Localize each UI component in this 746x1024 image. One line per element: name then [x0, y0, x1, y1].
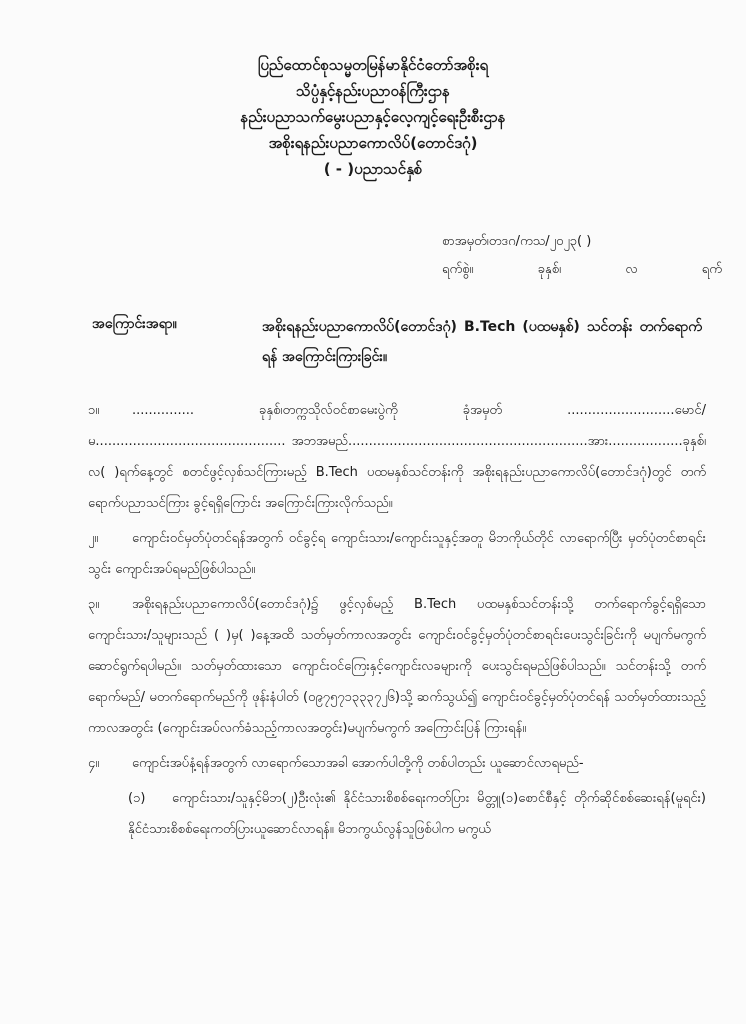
- date-label: ရက်စွဲ။: [442, 262, 474, 277]
- paragraph-text: ............... ခုနှစ်၊တက္ကသိုလ်ဝင်စာမေးပွဲကို ခုံအမှတ် ..........................မောင်/မ.............................................. အဘအမည်..........................................................အား..................ခုနှစ်၊ လ( )ရက်နေ့တွင် စတင်ဖွင့်လှစ်သင်ကြားမည့် B.Tech ပထမနှစ်သင်တန်းကို အစိုးရနည်းပညာကောလိပ်(တောင်ဒဂုံ)တွင် တက်ရောက်ပညာသင်ကြား ခွင့်ရရှိကြောင်း အကြောင်းကြားလိုက်သည်။: [88, 403, 706, 511]
- sub-paragraph-number: (၁): [128, 791, 146, 806]
- letterhead-line-government: ပြည်ထောင်စုသမ္မတမြန်မာနိုင်ငံတော်အစိုးရ: [257, 56, 489, 74]
- paragraph-number: ၂။: [88, 531, 99, 546]
- paragraph-text: ကျောင်းအပ်နံ့ရန်အတွက် လာရောက်သောအခါ အောက်ပါတို့ကို တစ်ပါတည်း ယူဆောင်လာရမည်-: [132, 756, 584, 771]
- paragraph-number: ၁။: [88, 403, 100, 418]
- letterhead-line-department: နည်းပညာသက်မွေးပညာနှင့်လေ့ကျင့်ရေးဦးစီးဌာန: [240, 108, 506, 126]
- paragraph-number: ၃။: [88, 597, 100, 612]
- letterhead-line-college: အစိုးရနည်းပညာကောလိပ်(တောင်ဒဂုံ): [268, 134, 478, 152]
- paragraph-1: [88, 395, 706, 519]
- letterhead: [0, 52, 746, 182]
- paragraph-text: ကျောင်းဝင်မှတ်ပုံတင်ရန်အတွက် ဝင်ခွင့်ရ ကျောင်းသား/ကျောင်းသူနှင့်အတူ မိဘကိုယ်တိုင် လာရောက်ပြီး မှတ်ပုံတင်စာရင်းသွင်း ကျောင်းအပ်ရမည်ဖြစ်ပါသည်။: [88, 531, 706, 577]
- year-label: ခုနှစ်၊: [537, 262, 562, 277]
- reference-block: [442, 228, 722, 284]
- paragraph-number: ၄။: [88, 756, 100, 771]
- sub-paragraph-1: [88, 783, 706, 845]
- month-label: လ: [625, 262, 638, 277]
- paragraph-3: [88, 589, 706, 744]
- date-line: [442, 256, 722, 284]
- subject-label: အကြောင်းအရာ။: [92, 316, 177, 332]
- letterhead-line-ministry: သိပ္ပံနှင့်နည်းပညာဝန်ကြီးဌာန: [296, 82, 450, 100]
- sub-paragraph-text: ကျောင်းသား/သူနှင့်မိဘ(၂)ဦးလုံး၏ နိုင်ငံသားစိစစ်ရေးကတ်ပြား မိတ္တူ(၁)စောင်စီနှင့် တိုက်ဆိုင်စစ်ဆေးရန်(မူရင်း) နိုင်ငံသားစိစစ်ရေးကတ်ပြားယူဆောင်လာရန်။ မိဘကွယ်လွန်သူဖြစ်ပါက မကွယ်: [128, 791, 706, 837]
- letter-number: စာအမှတ်၊တဒဂ/ကသ/၂၀၂၃( ): [442, 234, 592, 249]
- letterhead-line-academic-year: ( - )ပညာသင်နှစ်: [323, 160, 423, 178]
- day-label: ရက်: [701, 262, 722, 277]
- subject-text: အစိုးရနည်းပညာကောလိပ်(တောင်ဒဂုံ) B.Tech (ပထမနှစ်) သင်တန်း တက်ရောက်ရန် အကြောင်းကြားခြင်း။: [262, 319, 702, 365]
- paragraph-2: [88, 523, 706, 585]
- paragraph-4: [88, 748, 706, 779]
- letter-body: [88, 395, 706, 849]
- paragraph-text: အစိုးရနည်းပညာကောလိပ်(တောင်ဒဂုံ)၌ ဖွင့်လှစ်မည့် B.Tech ပထမနှစ်သင်တန်းသို့ တက်ရောက်ခွင့်ရရှိသော ကျောင်းသား/သူများသည် ( )မှ( )နေ့အထိ သတ်မှတ်ကာလအတွင်း ကျောင်းဝင်ခွင့်မှတ်ပုံတင်စာရင်းပေးသွင်းခြင်းကို မပျက်မကွက်ဆောင်ရွက်ရပါမည်။ သတ်မှတ်ထားသော ကျောင်းဝင်ကြေးနှင့်ကျောင်းလခများကို ပေးသွင်းရမည်ဖြစ်ပါသည်။ သင်တန်းသို့ တက်ရောက်မည်/ မတက်ရောက်မည်ကို ဖုန်းနံပါတ် (၀၉၇၅၇၁၃၃၃၇၂၆)သို့ ဆက်သွယ်၍ ကျောင်းဝင်ခွင့်မှတ်ပုံတင်ရန် သတ်မှတ်ထားသည့်ကာလအတွင်း (ကျောင်းအပ်လက်ခံသည့်ကာလအတွင်း)မပျက်မကွက် အကြောင်းပြန် ကြားရန်။: [88, 597, 706, 736]
